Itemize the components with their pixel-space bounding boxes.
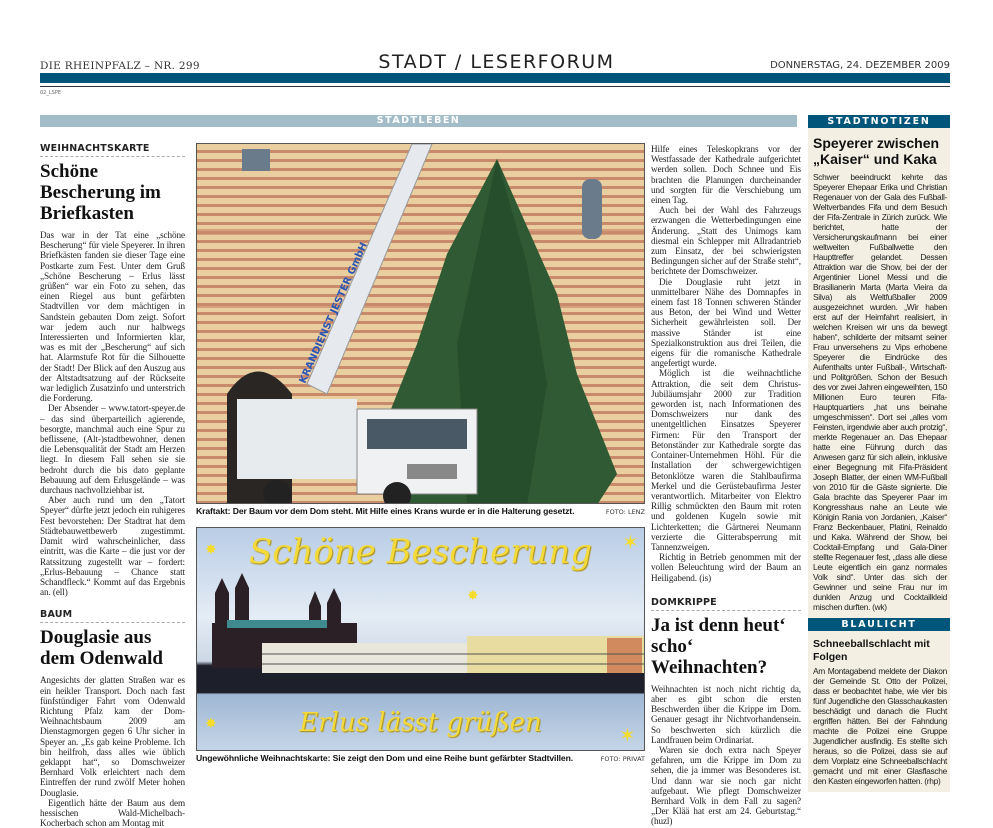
article-weihnachtskarte (40, 143, 185, 597)
kicker: WEIHNACHTSKARTE (40, 143, 185, 157)
photo1-caption-row (196, 506, 645, 516)
paragraph: Richtig in Betrieb genommen mit der vollen Beleuchtung wird der Baum an Heiligabend. (is) (651, 552, 801, 583)
star-icon: ✸ (467, 589, 479, 604)
article-baum-continued (651, 144, 801, 583)
header-bar (40, 73, 950, 83)
column-3 (651, 144, 801, 827)
star-icon: ✸ (205, 543, 217, 558)
photo-tree-crane (196, 143, 645, 504)
article-body (651, 684, 801, 827)
article-baum (40, 609, 185, 828)
paragraph: Eigentlich hätte der Baum aus dem hessischen Wald-Michelbach-Kocherbach schon am Montag mit (40, 797, 185, 828)
photo1-caption: Kraftakt: Der Baum vor dem Dom steht. Mit Hilfe eines Krans wurde er in die Halterung gesetzt. (196, 506, 575, 516)
paragraph: Hilfe eines Teleskopkrans vor der Westfassade der Kathedrale aufgerichtet werden sollen. Doch Schnee und Eis brachten die Planungen durcheinander und sorgten für die Verschiebung um einen Tag. (651, 144, 801, 206)
photo2-caption-row (196, 753, 645, 763)
card-subtitle: Erlus lässt grüßen (299, 708, 542, 738)
section-bar-blaulicht: BLAULICHT (808, 618, 950, 631)
paragraph: Waren sie doch extra nach Speyer gefahren, um die Krippe im Dom zu sehen, die ja immer was Besonderes ist. Und dann war sie noch gar nicht aufgebaut. Wie pflegt Domschweizer Bernhard Volk in dem Fall zu sagen? „Der Klää hat erst am 24. Geburtstag.“ (huzl) (651, 744, 801, 827)
crane-lettering: KRANDIENST JESTER GmbH (297, 240, 370, 386)
header-rule (40, 86, 950, 87)
article-blaulicht (808, 631, 950, 792)
headline: Ja ist denn heut‘ scho‘ Weihnachten? (651, 614, 786, 678)
column-1 (40, 143, 185, 828)
article-body (40, 675, 185, 828)
star-icon: ✶ (619, 725, 636, 747)
photo1-credit: FOTO: LENZ (605, 508, 645, 516)
article-domkrippe (651, 597, 801, 827)
photo2-credit: FOTO: PRIVAT (600, 755, 645, 763)
article-stadtnotizen (808, 128, 950, 618)
paragraph: Am Montagabend meldete der Diakon der Gemeinde St. Otto der Polizei, dass er beobachtet habe, wie vier bis fünf Jugendliche den Glasschaukasten beschädigt und danach die Flucht ergriffen hätten. Bei der Fahndung machte die Polizei eine Gruppe Jugendlicher ausfindig. Es stellte sich heraus, so die Polizei, dass sie auf dem Vorplatz eine Schneeballschlacht gemacht und mit einer Glasflasche den Kasten eingeworfen hatten. (rhp) (813, 666, 947, 786)
headline: Schneeballschlacht mit Folgen (813, 638, 930, 663)
issue-date: DONNERSTAG, 24. DEZEMBER 2009 (770, 60, 950, 71)
section-bar-stadtleben: STADTLEBEN (40, 115, 797, 127)
paragraph: Die Douglasie ruht jetzt in unmittelbarer Nähe des Domnapfes in einem fast 18 Tonnen schweren Ständer aus Beton, der bei Wind und Wetter Sicherheit gewährleisten soll. Der massive Ständer ist eine Spezialkonstruktion aus drei Teilen, die eigens für die romanische Kathedrale angefertigt wurde. (651, 276, 801, 369)
paragraph: Das war in der Tat eine „schöne Bescherung“ für viele Speyerer. In ihren Briefkästen fanden sie dieser Tage eine Postkarte zum Fest. Unter dem Gruß „Schöne Bescherung – Erlus lässt grüßen“ war ein Foto zu sehen, das einen Riegel aus bunt gefärbten Stadtvillen vor dem mächtigen in Sandstein gebauten Dom zeigt. Sofort war jedem auch nur halbwegs Interessierten und Informierten klar, was es mit der „Bescherung“ auf sich hat. Alarmstufe Rot für die Silhouette der Stadt! Der Blick auf den Auszug aus der Altstadtsatzung auf der Rückseite war lediglich Zusatzinfo und unterstrich die Forderung. (40, 230, 185, 404)
photo-christmas-card (196, 527, 645, 751)
page-code: 02_LSPE (40, 90, 61, 96)
paragraph: Der Absender – www.tatort-speyer.de – das sind überparteilich agierende, besorgte, manchmal auch eine Spur zu beflissene, (Alt-)stadtbewohner, denen die Lebensqualität der Stadt am Herzen liegt. In diesem Fall sehen sie sie bedroht durch die bis dato geplante Bebauung auf dem Erlusgelände – was durchaus nachvollziehbar ist. (40, 403, 185, 496)
star-icon: ✸ (205, 717, 217, 732)
card-title: Schöne Bescherung (249, 532, 592, 572)
headline: Douglasie aus dem Odenwald (40, 627, 163, 670)
kicker: BAUM (40, 609, 185, 623)
stadtnotizen-box (808, 115, 950, 792)
paragraph: Angesichts der glatten Straßen war es ein heikler Transport. Doch nach fast fünfstündiger Fahrt vom Odenwald Richtung Pfalz kam der Dom-Weihnachtsbaum 2009 am Dienstagmorgen gegen 6 Uhr sicher in Speyer an. „Es gab keine Probleme. Ich bin heilfroh, dass alles wie üblich geklappt hat“, so Domschweizer Bernhard Volk erleichtert nach dem Eintreffen der rund zwölf Meter hohen Douglasie. (40, 675, 185, 798)
paragraph: Weihnachten ist noch nicht richtig da, aber es gibt schon die ersten Beschwerden über die Krippe im Dom. Genauer gesagt ihr Nichtvorhandensein. So beschwerten sich kürzlich die Landfrauen beim Ordinariat. (651, 683, 801, 745)
photo-tree-crane-illustration (197, 144, 645, 504)
paper-name: DIE RHEINPFALZ – NR. 299 (40, 60, 200, 72)
photo2-caption: Ungewöhnliche Weihnachtskarte: Sie zeigt den Dom und eine Reihe bunt gefärbter Stadtvillen. (196, 753, 574, 763)
paragraph: Auch bei der Wahl des Fahrzeugs erzwangen die Wetterbedingungen eine Änderung. „Statt des Unimogs kam diesmal ein Schlepper mit Allradantrieb zum Einsatz, der bei schwierigsten Bedingungen sicher auf der Straße steht“, berichtete der Domschweizer. (651, 205, 801, 277)
page-section-title: STADT / LESERFORUM (378, 51, 615, 73)
kicker: DOMKRIPPE (651, 597, 801, 611)
paragraph: Möglich ist die weihnachtliche Attraktion, die seit dem Christus-Jubiläumsjahr 2000 zur Tradition geworden ist, nach Informationen des Domschweizers nur dank des unentgeltlichen Einsatzes Speyerer Firmen: Für den Transport der Betonständer zur Kathedrale sorgte das Container-Unternehmen Höhl. Für die Installation der schwergewichtigen Betonklötze waren die Stahlbaufirma Merkel und die Gerüstebaufirma Jester verantwortlich. Mitarbeiter von Elektro Rillig schmückten den Baum mit roten und goldenen Kugeln sowie mit Lichterketten; die Gärtnerei Neumann verzierte die Gitterabsperrung mit Tannenzweigen. (651, 368, 801, 552)
star-icon: ✶ (622, 532, 639, 554)
paragraph: Schwer beeindruckt kehrte das Speyerer Ehepaar Erika und Christian Regenauer von der Gala des Fußball-Weltverbandes Fifa und dem Besuch der Fifa-Zentrale in Zürich zurück. Wie berichtet, hatte der Versicherungskaufmann bei einer weltweiten Fußballwette den Haupttreffer gelandet. Dessen Attraktion war die Show, bei der der Argentinier Lionel Messi und die Brasilianerin Marta (Marta Vieira da Silva) als Weltfußballer 2009 ausgezeichnet wurden. „Wir haben erst auf der Heimfahrt realisiert, in welchen Kreisen wir uns da bewegt haben“, schilderte der mitsamt seiner Frau unversehens zu Vips erhobene Speyerer die Eindrücke des Aufenthalts unter Fußball-, Wirtschaft- und Politgrößen. Schon der Besuch des vor zwei Jahren eingeweihten, 150 Millionen Euro teuren Fifa-Hauptquartiers „hat uns beinahe umgeschmissen“. Dort sei „alles vom Feinsten, irgendwie aber auch protzig“, merkte Regenauer an. Das Ehepaar hatte eine Führung durch das Anwesen ganz für sich allein, inklusive einer Begegnung mit Fifa-Präsident Joseph Blatter, der einen WM-Fußball von 2010 für die Gäste signierte. Die Gala brachte das Speyerer Paar im Kongresshaus nahe an Leute wie Königin Rania von Jordanien, „Kaiser“ Franz Beckenbauer, Platini, Reinaldo und Kaka. Während der Show, bei Cocktail-Empfang und Gala-Diner stellte Regenauer fest, „dass alle diese Leute eigentlich ein ganz normales Volk sind“. Unter das sich der Gewinner und seine Frau nur im dunklen Anzug und Cocktailkleid mischen durften. (wk) (813, 172, 947, 612)
headline: Schöne Bescherung im Briefkasten (40, 161, 161, 224)
headline: Speyerer zwischen „Kaiser“ und Kaka (813, 135, 940, 167)
article-body (40, 230, 185, 597)
paragraph: Aber auch rund um den „Tatort Speyer“ dürfte jetzt jedoch ein ruhigeres Fest bevorstehen: Der Stadtrat hat dem Städtebauwettbewerb zugestimmt. Damit wird wahrscheinlicher, dass eintritt, was die Karte – die just vor der Ratssitzung zugestellt war – fordert: „Erlus-Bebauung – Chance statt Schandfleck.“ Kommt auf das Ergebnis an. (ell) (40, 495, 185, 598)
section-bar-stadtnotizen: STADTNOTIZEN (808, 115, 950, 128)
